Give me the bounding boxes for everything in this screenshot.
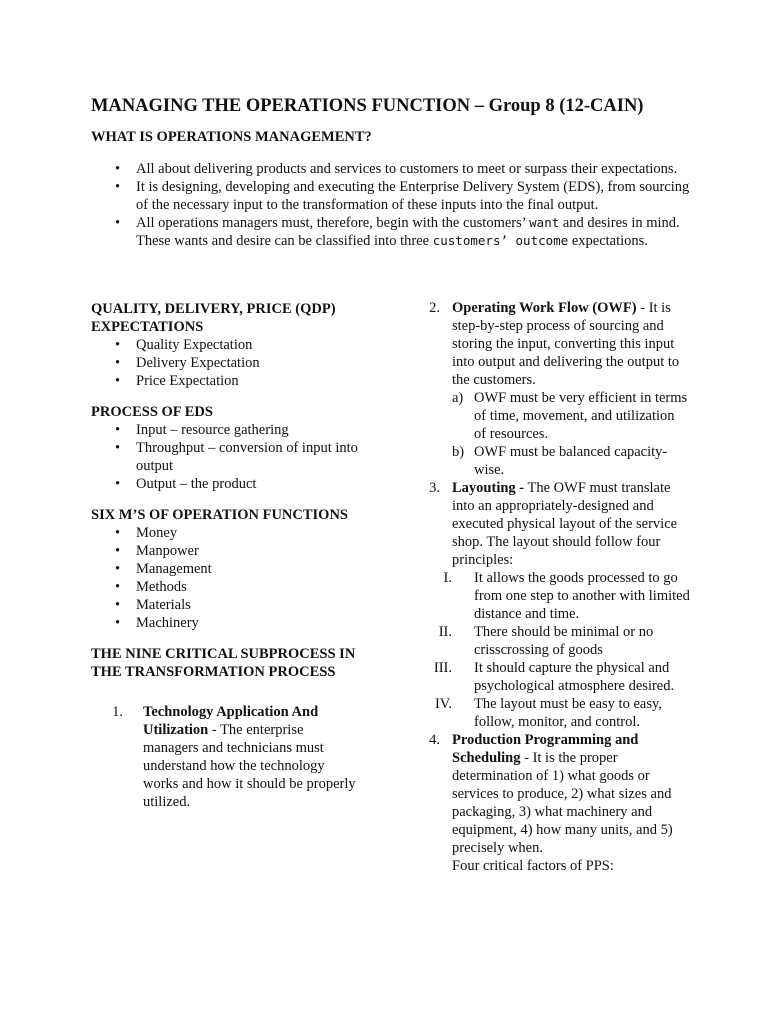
pps-factors-label: Four critical factors of PPS: [452, 858, 614, 874]
qdp-heading: QUALITY, DELIVERY, PRICE (QDP) EXPECTATIONS [91, 301, 336, 335]
principle-text: There should be minimal or no crisscrossing of goods [474, 624, 654, 658]
list-item [91, 214, 691, 250]
nine-subprocess-heading: THE NINE CRITICAL SUBPROCESS IN THE TRANSFORMATION PROCESS [91, 646, 356, 680]
six-ms-list [91, 524, 361, 632]
list-item: • Delivery Expectation [91, 354, 361, 372]
list-item: • Materials [91, 596, 361, 614]
list-item [91, 703, 361, 811]
roman-marker: IV. [434, 696, 452, 712]
list-item-text: and desires in mind. These wants and desire can be classified into three [136, 215, 680, 249]
qdp-list [91, 336, 361, 390]
roman-marker: II. [438, 624, 452, 640]
list-item [400, 299, 690, 479]
principle-item [400, 659, 690, 695]
layout-principles-list [400, 569, 690, 731]
item-text: - It is step-by-step process of sourcing and storing the input, converting this input into output and delivering the output to the customers. [452, 300, 680, 388]
list-item: • Manpower [91, 542, 361, 560]
list-item: • All about delivering products and services to customers to meet or surpass their expectations. [91, 160, 691, 178]
nine-subprocess-list [91, 703, 361, 811]
sub-text: OWF must be balanced capacity-wise. [474, 444, 668, 478]
right-column [400, 299, 690, 875]
principle-text: It should capture the physical and psychological atmosphere desired. [474, 660, 675, 694]
principle-text: The layout must be easy to easy, follow, monitor, and control. [474, 696, 662, 730]
list-item: • Management [91, 560, 361, 578]
item-text: - It is the proper determination of 1) what goods or services to produce, 2) what sizes and packaging, 3) what machinery and equipment, 4) how many units, and 5) precisely when. [452, 750, 673, 856]
principle-item [400, 695, 690, 731]
list-item: • Output – the product [91, 475, 361, 493]
item-lead: Production Programming and Scheduling [452, 732, 639, 766]
monospace-word: customers’ outcome [432, 233, 569, 248]
left-column [91, 300, 361, 811]
list-item-text: expectations. [571, 233, 648, 249]
sub-item [452, 389, 690, 443]
sub-marker: b) [452, 444, 465, 460]
list-item [400, 479, 690, 731]
sub-text: OWF must be very efficient in terms of time, movement, and utilization of resources. [474, 390, 688, 442]
what-is-heading: WHAT IS OPERATIONS MANAGEMENT? [91, 129, 372, 145]
document-title: MANAGING THE OPERATIONS FUNCTION – Group 8 (12-CAIN) [91, 96, 644, 116]
item-lead: Operating Work Flow (OWF) [452, 300, 637, 316]
list-item: • Methods [91, 578, 361, 596]
sub-item [452, 443, 690, 479]
list-number: 1. [112, 704, 123, 720]
roman-marker: III. [433, 660, 452, 676]
list-item: • Throughput – conversion of input into output [91, 439, 361, 475]
list-item: • Money [91, 524, 361, 542]
principle-text: It allows the goods processed to go from one step to another with limited distance and time. [474, 570, 690, 622]
list-item: • Input – resource gathering [91, 421, 361, 439]
item-lead: Technology Application And Utilization [143, 704, 319, 738]
eds-list [91, 421, 361, 493]
what-is-list [91, 160, 691, 250]
list-item-text: All operations managers must, therefore, begin with the customers’ [136, 215, 526, 231]
item-text: - The enterprise managers and technicians must understand how the technology works and how it should be properly utilized. [143, 722, 356, 810]
item-lead: Layouting - [452, 480, 525, 496]
principle-item [400, 569, 690, 623]
list-number: 2. [429, 300, 440, 316]
sub-marker: a) [452, 390, 464, 406]
list-item [400, 731, 690, 875]
item-text: The OWF must translate into an appropriately-designed and executed physical layout of the service shop. The layout should follow four principles: [452, 480, 678, 568]
owf-sublist [452, 389, 690, 479]
roman-marker: I. [443, 570, 452, 586]
monospace-word: want [529, 215, 560, 230]
list-item: • Quality Expectation [91, 336, 361, 354]
list-item: • It is designing, developing and executing the Enterprise Delivery System (EDS), from sourcing of the necessary input to the transformation of these inputs into the final output. [91, 178, 691, 214]
list-item: • Price Expectation [91, 372, 361, 390]
subprocess-list-continued [400, 299, 690, 875]
six-ms-heading: SIX M’S OF OPERATION FUNCTIONS [91, 507, 348, 523]
eds-heading: PROCESS OF EDS [91, 404, 213, 420]
list-number: 3. [429, 480, 440, 496]
list-number: 4. [429, 732, 440, 748]
principle-item [400, 623, 690, 659]
list-item: • Machinery [91, 614, 361, 632]
